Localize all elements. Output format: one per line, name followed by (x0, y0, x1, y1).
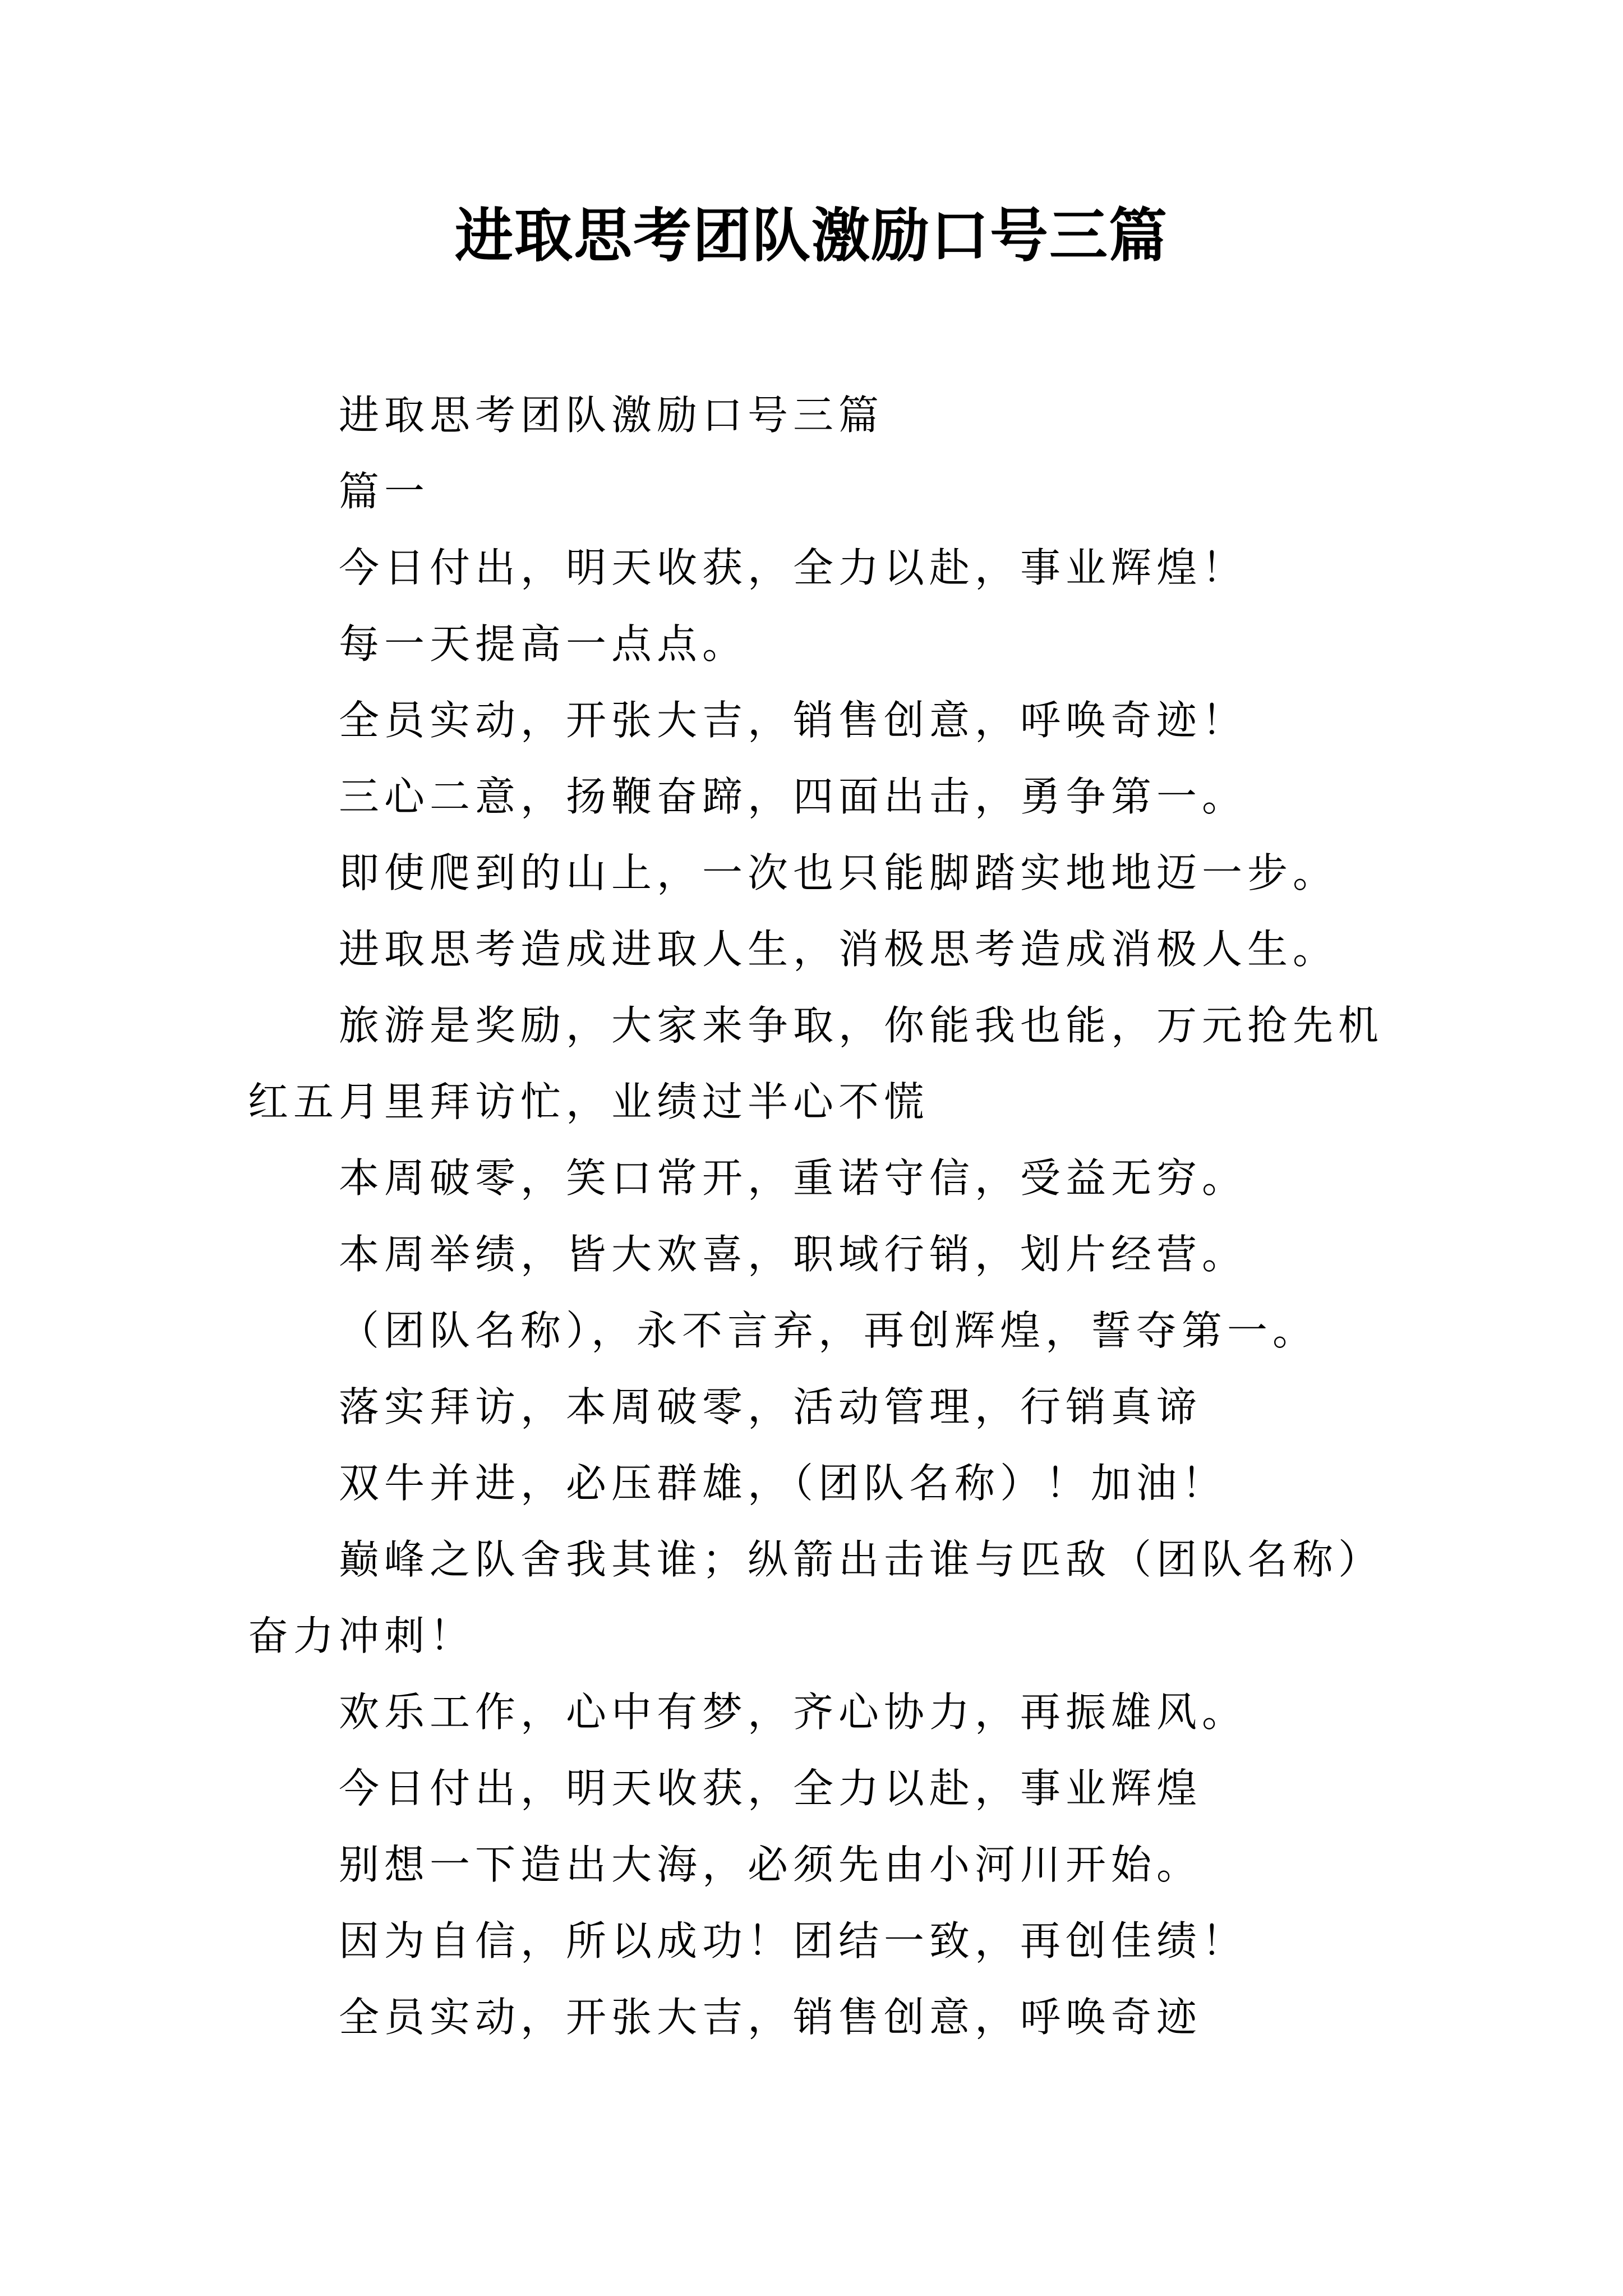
slogan-line: 全员实动，开张大吉，销售创意，呼唤奇迹 (339, 1994, 1202, 2041)
slogan-line: 别想一下造出大海，必须先由小河川开始。 (339, 1841, 1202, 1888)
slogan-line: 双牛并进，必压群雄，（团队名称）！加油！ (339, 1460, 1228, 1507)
slogan-line: 进取思考造成进取人生，消极思考造成消极人生。 (339, 926, 1339, 973)
slogan-line: 今日付出，明天收获，全力以赴，事业辉煌！ (339, 544, 1248, 591)
slogan-line: 因为自信，所以成功！团结一致，再创佳绩！ (339, 1917, 1248, 1964)
paragraph-subtitle: 进取思考团队激励口号三篇 (339, 392, 884, 439)
slogan-line: 即使爬到的山上，一次也只能脚踏实地地迈一步。 (339, 849, 1339, 896)
slogan-line: 巅峰之队舍我其谁；纵箭出击谁与匹敌（团队名称）奋力冲刺！ (248, 1536, 1384, 1659)
slogan-line: 旅游是奖励，大家来争取，你能我也能，万元抢先机红五月里拜访忙，业绩过半心不慌 (248, 1002, 1384, 1125)
slogan-line: 今日付出，明天收获，全力以赴，事业辉煌 (339, 1765, 1202, 1812)
slogan-line: 落实拜访，本周破零，活动管理，行销真谛 (339, 1383, 1202, 1430)
slogan-line: 三心二意，扬鞭奋蹄，四面出击，勇争第一。 (339, 773, 1248, 820)
slogan-line: 欢乐工作，心中有梦，齐心协力，再振雄风。 (339, 1688, 1248, 1736)
document-body (248, 377, 1392, 2055)
slogan-line: 全员实动，开张大吉，销售创意，呼唤奇迹！ (339, 697, 1248, 744)
slogan-line: 每一天提高一点点。 (339, 620, 748, 668)
document-title: 进取思考团队激励口号三篇 (454, 201, 1168, 270)
slogan-line: （团队名称），永不言弃，再创辉煌，誓夺第一。 (339, 1307, 1318, 1354)
slogan-line: 本周举绩，皆大欢喜，职域行销，划片经营。 (339, 1231, 1248, 1278)
slogan-line: 本周破零，笑口常开，重诺守信，受益无穷。 (339, 1154, 1248, 1202)
section-heading: 篇一 (339, 468, 430, 515)
